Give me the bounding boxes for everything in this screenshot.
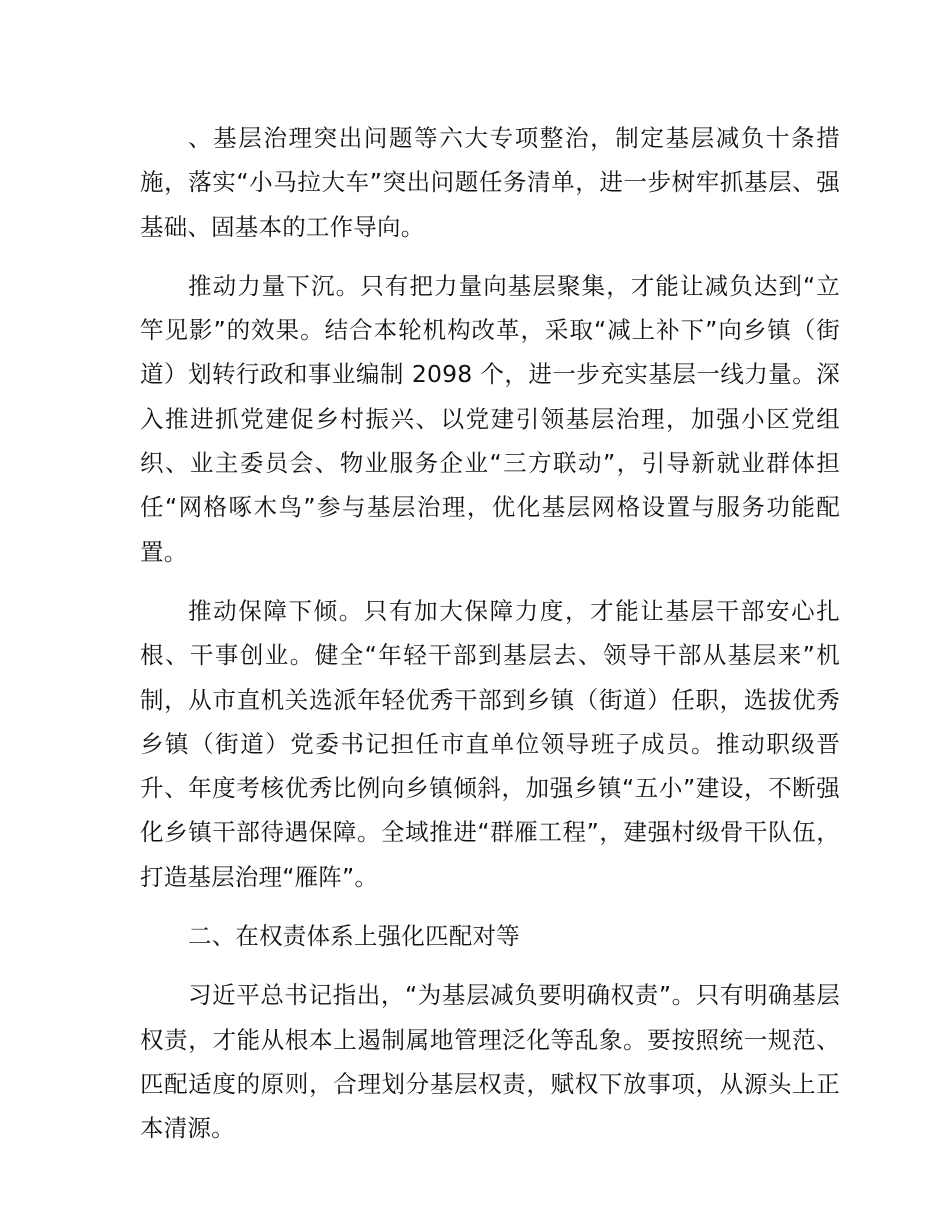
section-heading: 二、在权责体系上强化匹配对等: [188, 922, 520, 951]
document-body: [140, 116, 840, 1166]
paragraph-2: 推动力量下沉。只有把力量向基层聚集，才能让减负达到“立竿见影”的效果。结合本轮机构改革，采取“减上补下”向乡镇（街道）划转行政和事业编制 2098 个，进一步充实基层一线力量。深入推进抓党建促乡村振兴、以党建引领基层治理，加强小区党组织、业主委员会、物业服务企业“三方联动”，引导新就业群体担任“网格啄木鸟”参与基层治理，优化基层网格设置与服务功能配置。: [140, 271, 840, 566]
paragraph-3: 推动保障下倾。只有加大保障力度，才能让基层干部安心扎根、干事创业。健全“年轻干部到基层去、领导干部从基层来”机制，从市直机关选派年轻优秀干部到乡镇（街道）任职，选拔优秀乡镇（街道）党委书记担任市直单位领导班子成员。推动职级晋升、年度考核优秀比例向乡镇倾斜，加强乡镇“五小”建设，不断强化乡镇干部待遇保障。全域推进“群雁工程”，建强村级骨干队伍，打造基层治理“雁阵”。: [140, 596, 840, 891]
paragraph-4: 习近平总书记指出，“为基层减负要明确权责”。只有明确基层权责，才能从根本上遏制属地管理泛化等乱象。要按照统一规范、匹配适度的原则，合理划分基层权责，赋权下放事项，从源头上正本清源。: [140, 981, 840, 1143]
paragraph-1: 、基层治理突出问题等六大专项整治，制定基层减负十条措施，落实“小马拉大车”突出问题任务清单，进一步树牢抓基层、强基础、固基本的工作导向。: [140, 124, 840, 241]
